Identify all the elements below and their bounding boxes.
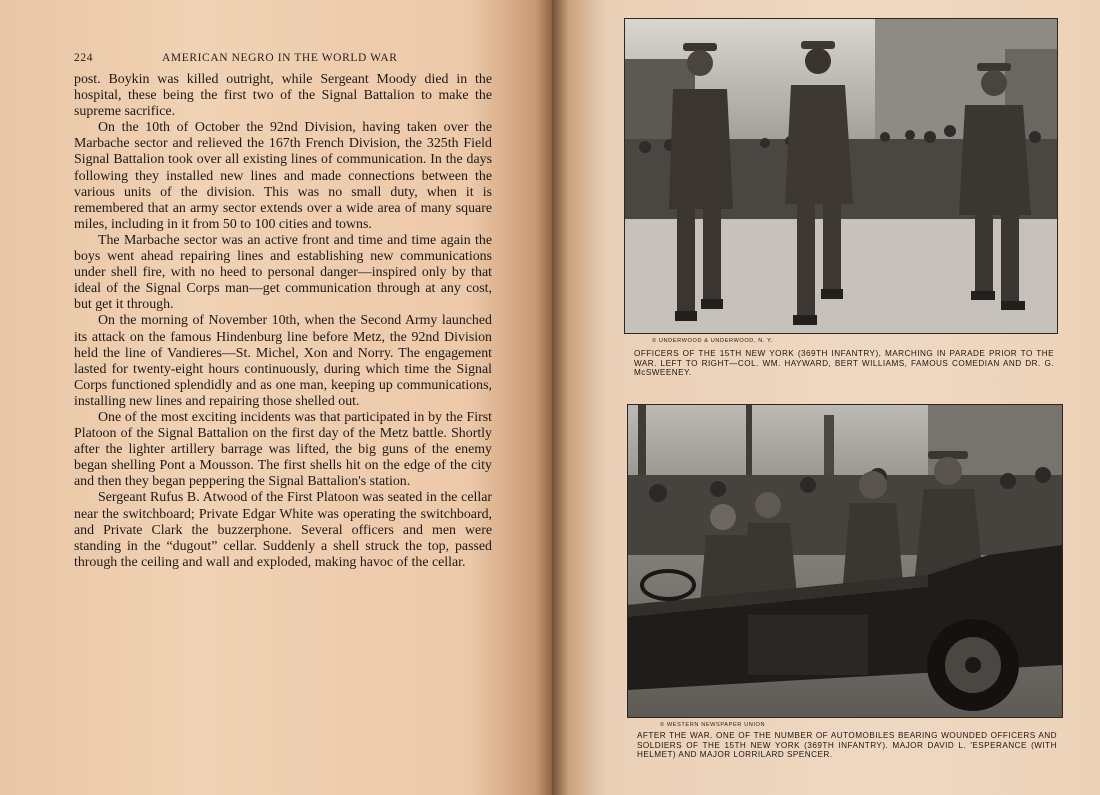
photo-caption: OFFICERS OF THE 15TH NEW YORK (369TH INFANTRY), MARCHING IN PARADE PRIOR TO THE WAR. LEFT TO RIGHT—COL. WM. HAYWARD, BERT WILLIAMS, FAMOUS COMEDIAN AND DR. G. McSWEENEY.	[634, 349, 1054, 378]
photo-credit: © WESTERN NEWSPAPER UNION	[660, 722, 766, 728]
page-number: 224	[74, 52, 94, 64]
photo-caption: AFTER THE WAR. ONE OF THE NUMBER OF AUTOMOBILES BEARING WOUNDED OFFICERS AND SOLDIERS OF THE 15TH NEW YORK (369TH INFANTRY). MAJOR DAVID L. 'ESPERANCE (WITH HELMET) AND MAJOR LORRILARD SPENCER.	[637, 731, 1057, 760]
automobile-photo	[627, 404, 1063, 718]
photo-credit: © UNDERWOOD & UNDERWOOD, N. Y.	[652, 338, 773, 344]
paragraph: One of the most exciting incidents was that participated in by the First Platoon of the Signal Battalion on the first day of the Metz battle. Shortly after the lighter artillery barrage was lifted, the big guns of the enemy began shelling Pont a Mousson. The first shells hit on the edge of the city and then they began peppering the Signal Battalion's station.	[74, 409, 492, 490]
paragraph: post. Boykin was killed outright, while Sergeant Moody died in the hospital, these being the first two of the Signal Battalion to make the supreme sacrifice.	[74, 72, 492, 120]
parade-photo-illustration	[625, 19, 1057, 333]
running-title: AMERICAN NEGRO IN THE WORLD WAR	[162, 52, 398, 64]
automobile-photo-illustration	[628, 405, 1062, 717]
paragraph: On the morning of November 10th, when the Second Army launched its attack on the famous Hindenburg line before Metz, the 92nd Division held the line of Vandieres—St. Michel, Xon and Norry. The engagement lasted for twenty-eight hours continuously, during which time the Signal Corps functioned splendidly and as one man, keeping up communications, installing new lines and repairing those shelled out.	[74, 313, 492, 409]
parade-photo	[624, 18, 1058, 334]
body-text	[74, 72, 492, 571]
paragraph: Sergeant Rufus B. Atwood of the First Platoon was seated in the cellar near the switchboard; Private Edgar White was operating the switchboard, and Private Clark the buzzerphone. Several officers and men were standing in the “dugout” cellar. Suddenly a shell struck the top, passed through the ceiling and wall and exploded, making havoc of the cellar.	[74, 490, 492, 570]
paragraph: The Marbache sector was an active front and time and time again the boys went ahead repairing lines and establishing new communications under shell fire, with no heed to personal danger—inspired only by that ideal of the Signal Corps man—get communication through at any cost, but get it through.	[74, 232, 492, 313]
paragraph: On the 10th of October the 92nd Division, having taken over the Marbache sector and relieved the 167th French Division, the 325th Field Signal Battalion took over all existing lines of communication. In the days following they installed new lines and made connections between the various units of the division. This was no small duty, when it is remembered that an army sector extends over a wide area of many square miles, including in it from 50 to 100 cities and towns.	[74, 120, 492, 232]
